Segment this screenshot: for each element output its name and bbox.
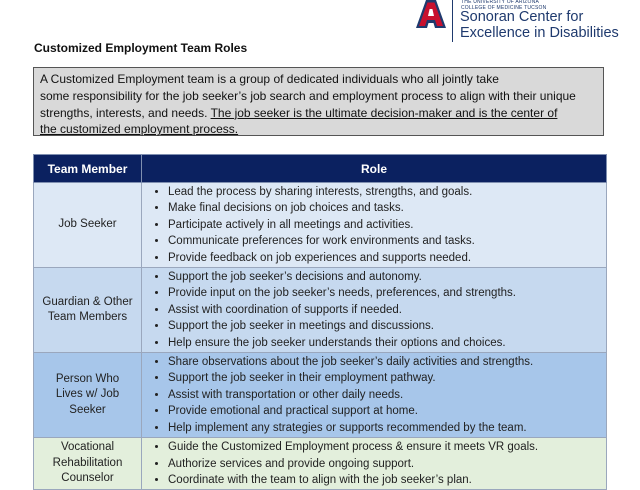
- center-name: [460, 10, 619, 41]
- team-member-cell: [34, 268, 142, 353]
- role-list: [142, 183, 606, 267]
- roles-table: [33, 154, 607, 490]
- center-name-line-1: Sonoran Center for: [460, 9, 584, 25]
- role-item: • Provide input on the job seeker’s needs, preferences, and strengths.: [168, 285, 606, 301]
- role-item: • Authorize services and provide ongoing support.: [168, 456, 606, 472]
- header-team-member: Team Member: [34, 155, 142, 183]
- role-item: • Help ensure the job seeker understands their options and choices.: [168, 335, 606, 351]
- table-row: [34, 268, 607, 353]
- intro-line-4: the customized employment process.: [40, 122, 239, 137]
- role-cell: [142, 183, 607, 268]
- intro-line-3-plain: strengths, interests, and needs.: [40, 105, 211, 120]
- role-item: • Make final decisions on job choices and tasks.: [168, 200, 606, 216]
- role-list: [142, 353, 606, 437]
- team-member-name-line: Guardian & Other: [42, 295, 133, 308]
- role-cell: [142, 268, 607, 353]
- role-item: • Communicate preferences for work environments and tasks.: [168, 233, 606, 249]
- role-item: • Participate actively in all meetings and activities.: [168, 217, 606, 233]
- university-line-1: THE UNIVERSITY OF ARIZONA: [461, 0, 539, 5]
- intro-line-2: some responsibility for the job seeker’s job search and employment process to align with their unique: [40, 88, 576, 103]
- table-row: [34, 438, 607, 490]
- role-item: • Guide the Customized Employment process & ensure it meets VR goals.: [168, 439, 606, 455]
- team-member-name-line: Rehabilitation: [52, 456, 123, 469]
- role-cell: [142, 438, 607, 490]
- header-role: Role: [142, 155, 607, 183]
- team-member-name: Job Seeker: [58, 218, 117, 231]
- role-item: • Share observations about the job seeker’s daily activities and strengths.: [168, 354, 606, 370]
- role-item: • Help implement any strategies or supports recommended by the team.: [168, 420, 606, 436]
- role-cell: [142, 353, 607, 438]
- team-member-name-line: Person Who: [55, 372, 120, 385]
- team-member-cell: [34, 353, 142, 438]
- team-member-name-line: Lives w/ Job: [55, 388, 120, 401]
- table-row: [34, 183, 607, 268]
- role-item: • Provide emotional and practical support at home.: [168, 403, 606, 419]
- role-item: • Support the job seeker in their employment pathway.: [168, 370, 606, 386]
- role-item: • Assist with transportation or other daily needs.: [168, 387, 606, 403]
- intro-box: [33, 67, 604, 136]
- role-item: • Provide feedback on job experiences and supports needed.: [168, 250, 606, 266]
- team-member-name-line: Team Members: [47, 311, 128, 324]
- team-member-name-line: Vocational: [60, 441, 115, 454]
- team-member-cell: [34, 438, 142, 490]
- table-row: [34, 353, 607, 438]
- role-list: [142, 268, 606, 352]
- university-line-2: COLLEGE OF MEDICINE TUCSON: [461, 4, 547, 11]
- team-member-name-line: Counselor: [61, 472, 114, 485]
- intro-line-3-underlined: The job seeker is the ultimate decision-maker and is the center of: [210, 105, 558, 120]
- role-list: [142, 438, 606, 489]
- table-header-row: [34, 155, 607, 183]
- team-member-name-line: Seeker: [69, 403, 106, 416]
- role-item: • Coordinate with the team to align with the job seeker’s plan.: [168, 472, 606, 488]
- role-item: • Lead the process by sharing interests, strengths, and goals.: [168, 184, 606, 200]
- center-name-line-2: Excellence in Disabilities: [460, 24, 619, 41]
- team-member-cell: [34, 183, 142, 268]
- logo-divider: [452, 0, 453, 42]
- role-item: • Support the job seeker in meetings and discussions.: [168, 318, 606, 334]
- document-title: Customized Employment Team Roles: [34, 41, 248, 55]
- role-item: • Assist with coordination of supports if needed.: [168, 302, 606, 318]
- university-a-logo-icon: [416, 0, 446, 28]
- intro-line-1: A Customized Employment team is a group of dedicated individuals who all jointly take: [40, 72, 499, 86]
- intro-line-3: [40, 105, 597, 122]
- role-item: • Support the job seeker’s decisions and autonomy.: [168, 269, 606, 285]
